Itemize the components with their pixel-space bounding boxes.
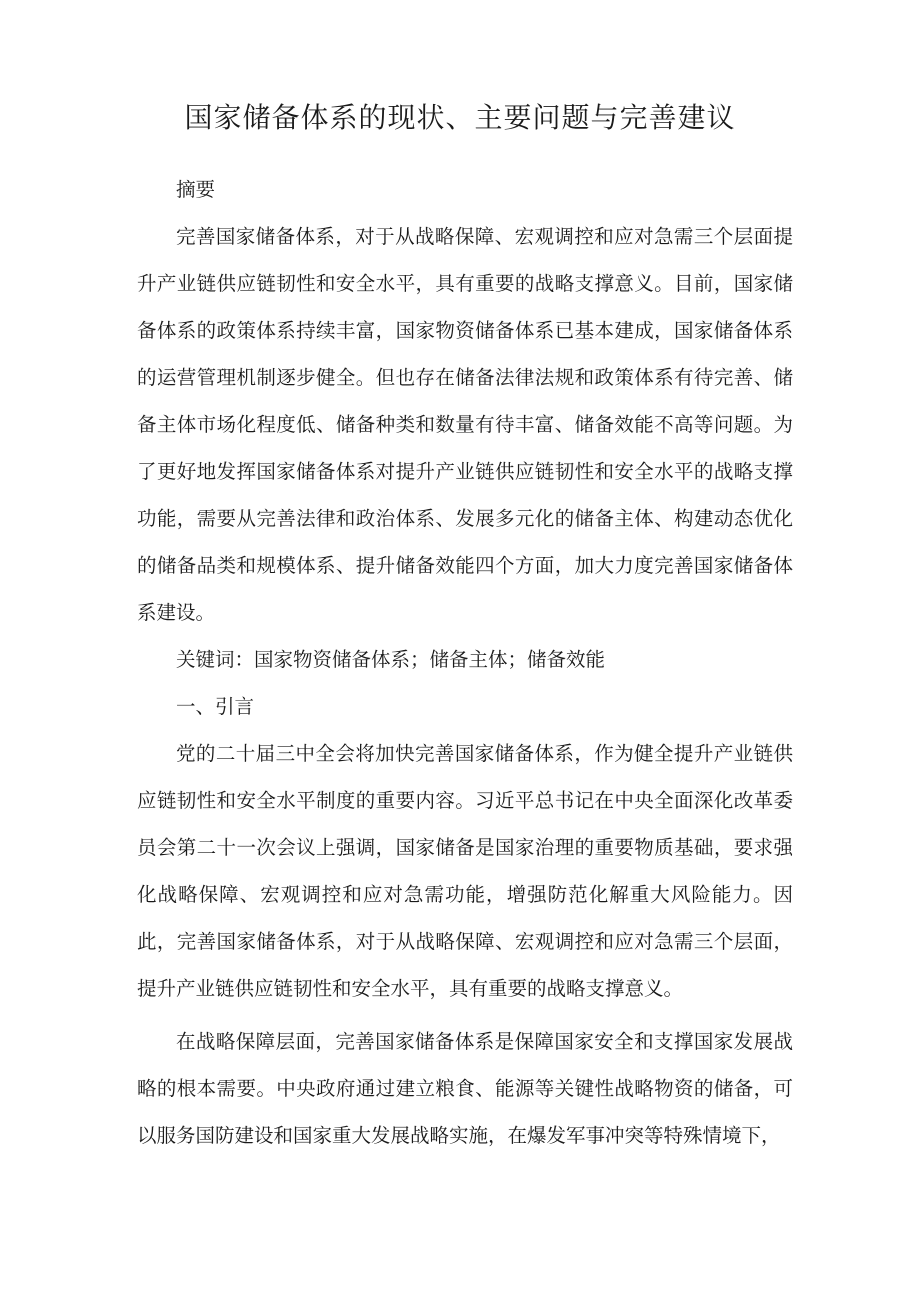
abstract-paragraph: 完善国家储备体系，对于从战略保障、宏观调控和应对急需三个层面提升产业链供应链韧性和安全水平，具有重要的战略支撑意义。目前，国家储备体系的政策体系持续丰富，国家物资储备体系已基本建成，国家储备体系的运营管理机制逐步健全。但也存在储备法律法规和政策体系有待完善、储备主体市场化程度低、储备种类和数量有待丰富、储备效能不高等问题。为了更好地发挥国家储备体系对提升产业链供应链韧性和安全水平的战略支撑功能，需要从完善法律和政治体系、发展多元化的储备主体、构建动态优化的储备品类和规模体系、提升储备效能四个方面，加大力度完善国家储备体系建设。 bbox=[137, 225, 793, 624]
document-body bbox=[137, 166, 793, 1159]
keywords-line: 关键词：国家物资储备体系；储备主体；储备效能 bbox=[176, 648, 606, 671]
introduction-paragraph-2: 在战略保障层面，完善国家储备体系是保障国家安全和支撑国家发展战略的根本需要。中央政府通过建立粮食、能源等关键性战略物资的储备，可以服务国防建设和国家重大发展战略实施，在爆发军事冲突等特殊情境下， bbox=[137, 1030, 793, 1147]
introduction-paragraph-1: 党的二十届三中全会将加快完善国家储备体系，作为健全提升产业链供应链韧性和安全水平制度的重要内容。习近平总书记在中央全面深化改革委员会第二十一次会议上强调，国家储备是国家治理的重要物质基础，要求强化战略保障、宏观调控和应对急需功能，增强防范化解重大风险能力。因此，完善国家储备体系，对于从战略保障、宏观调控和应对急需三个层面，提升产业链供应链韧性和安全水平，具有重要的战略支撑意义。 bbox=[137, 742, 793, 1000]
section-heading-introduction: 一、引言 bbox=[176, 695, 255, 718]
abstract-heading: 摘要 bbox=[176, 178, 216, 201]
document-title: 国家储备体系的现状、主要问题与完善建议 bbox=[184, 101, 736, 134]
